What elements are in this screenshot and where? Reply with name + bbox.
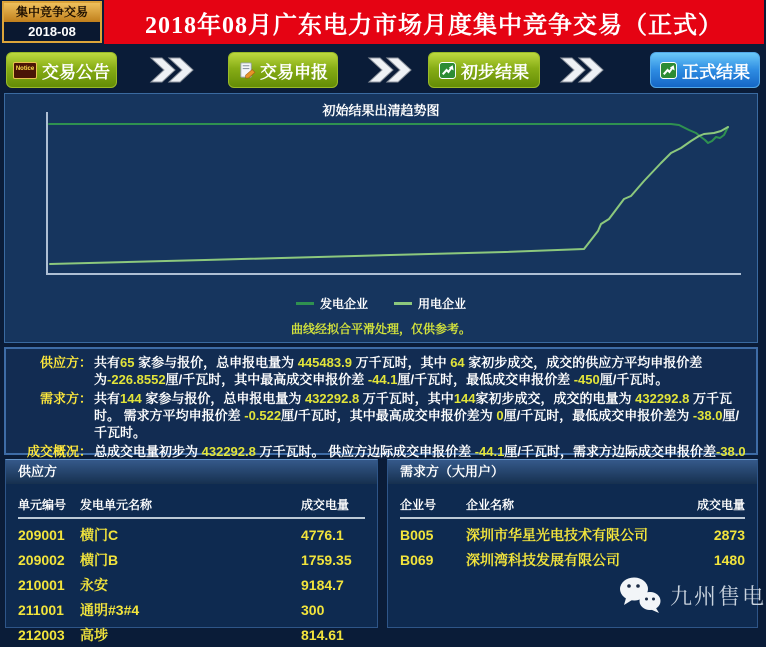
legend-item bbox=[296, 295, 368, 312]
nav-button-label: 正式结果 bbox=[682, 62, 750, 82]
table-cell: 深圳市华星光电技术有限公司 bbox=[466, 526, 648, 543]
chart-legend bbox=[5, 295, 757, 312]
badge-title: 集中竞争交易 bbox=[4, 3, 100, 22]
summary-label: 需求方： bbox=[39, 391, 92, 406]
page-header-banner bbox=[104, 0, 764, 44]
clearing-trend-chart-panel bbox=[4, 93, 758, 343]
table-divider bbox=[400, 517, 745, 519]
table-row[interactable] bbox=[6, 622, 377, 647]
table-cell: 高埗 bbox=[80, 626, 108, 643]
table-cell: 814.61 bbox=[301, 626, 344, 643]
notice-icon: Notice bbox=[13, 62, 37, 79]
demand-table-rows bbox=[388, 522, 757, 572]
summary-label: 供应方： bbox=[39, 355, 92, 370]
column-header: 成交电量 bbox=[301, 498, 350, 512]
table-cell: 210001 bbox=[18, 576, 65, 593]
summary-row bbox=[6, 390, 748, 441]
table-cell: 永安 bbox=[80, 576, 108, 593]
trade-summary-panel bbox=[4, 347, 758, 459]
legend-swatch bbox=[394, 302, 412, 305]
table-row[interactable] bbox=[6, 522, 377, 547]
chevron-right-icon bbox=[560, 57, 612, 83]
chart-note: 曲线经拟合平滑处理，仅供参考。 bbox=[290, 322, 471, 336]
chart-arrow-icon bbox=[439, 62, 456, 79]
column-header: 单元编号 bbox=[18, 498, 67, 512]
supply-table-rows bbox=[6, 522, 377, 647]
watermark-label: 九州售电 bbox=[670, 583, 766, 609]
table-row[interactable] bbox=[6, 547, 377, 572]
demand-table-title: 需求方（大用户） bbox=[388, 460, 757, 484]
table-cell: 1759.35 bbox=[301, 551, 352, 568]
table-cell: 横门C bbox=[80, 526, 119, 543]
generator-curve bbox=[49, 124, 728, 143]
column-header: 发电单元名称 bbox=[80, 498, 153, 512]
page-title: 2018年08月广东电力市场月度集中竞争交易（正式） bbox=[145, 12, 723, 39]
supply-table-panel bbox=[5, 459, 378, 643]
table-cell: 9184.7 bbox=[301, 576, 344, 593]
supply-table-header bbox=[6, 496, 377, 513]
chart-title: 初始结果出清趋势图 bbox=[322, 103, 440, 118]
legend-label: 发电企业 bbox=[319, 297, 368, 311]
table-cell: 2873 bbox=[713, 526, 745, 543]
nav-button-declaration[interactable] bbox=[228, 52, 338, 88]
table-row[interactable] bbox=[388, 547, 757, 572]
table-cell: 212003 bbox=[18, 626, 65, 643]
nav-button-label: 交易公告 bbox=[42, 62, 110, 82]
table-cell: 横门B bbox=[80, 551, 119, 568]
nav-button-label: 交易申报 bbox=[260, 62, 328, 82]
legend-item bbox=[394, 295, 466, 312]
consumer-curve bbox=[50, 127, 728, 264]
table-cell: B005 bbox=[400, 526, 434, 543]
chevron-right-icon bbox=[150, 57, 202, 83]
table-row[interactable] bbox=[6, 572, 377, 597]
chevron-right-icon bbox=[368, 57, 420, 83]
nav-button-label: 初步结果 bbox=[461, 62, 529, 82]
summary-text: 共有144 家参与报价，总申报电量为 432292.8 万千瓦时，其中144家初步成交，成交的电量为 432292.8 万千瓦时。 需求方平均申报价差 -0.522厘/千瓦时，其中最高成交申报价差为 0厘/千瓦时，最低成交申报价差为 -38.0厘/千瓦时。 bbox=[94, 391, 740, 440]
table-cell: 209001 bbox=[18, 526, 65, 543]
table-cell: 深圳湾科技发展有限公司 bbox=[466, 551, 620, 568]
table-cell: 1480 bbox=[713, 551, 745, 568]
nav-button-official-results[interactable] bbox=[650, 52, 760, 88]
summary-text: 共有65 家参与报价，总申报电量为 445483.9 万千瓦时，其中 64 家初步成交，成交的供应方平均申报价差为-226.8552厘/千瓦时，其中最高成交申报价差 -44.1厘/千瓦时，最低成交申报价差 -450厘/千瓦时。 bbox=[94, 355, 703, 387]
nav-button-announcement[interactable] bbox=[6, 52, 117, 88]
column-header: 企业名称 bbox=[466, 498, 515, 512]
legend-swatch bbox=[296, 302, 314, 305]
watermark bbox=[618, 576, 766, 614]
demand-table-header bbox=[388, 496, 757, 513]
wechat-icon bbox=[618, 576, 662, 614]
supply-table-title: 供应方 bbox=[6, 460, 377, 484]
table-cell: 通明#3#4 bbox=[80, 601, 140, 618]
column-header: 成交电量 bbox=[696, 498, 745, 512]
period-badge bbox=[2, 1, 102, 43]
table-divider bbox=[18, 517, 365, 519]
chart-arrow-icon bbox=[660, 62, 677, 79]
table-cell: 300 bbox=[301, 601, 325, 618]
column-header: 企业号 bbox=[400, 498, 437, 512]
document-pencil-icon bbox=[238, 62, 255, 79]
nav-button-preliminary-results[interactable] bbox=[428, 52, 540, 88]
table-row[interactable] bbox=[388, 522, 757, 547]
summary-row bbox=[6, 354, 748, 388]
table-cell: 209002 bbox=[18, 551, 65, 568]
summary-label: 成交概况： bbox=[26, 444, 92, 459]
table-cell: B069 bbox=[400, 551, 434, 568]
table-row[interactable] bbox=[6, 597, 377, 622]
summary-text: 总成交电量初步为 432292.8 万千瓦时。 供应方边际成交申报价差 -44.1厘/千瓦时，需求方边际成交申报价差-38.0 bbox=[94, 444, 746, 459]
table-cell: 4776.1 bbox=[301, 526, 344, 543]
table-cell: 211001 bbox=[18, 601, 64, 618]
badge-period: 2018-08 bbox=[28, 24, 76, 39]
legend-label: 用电企业 bbox=[418, 297, 467, 311]
